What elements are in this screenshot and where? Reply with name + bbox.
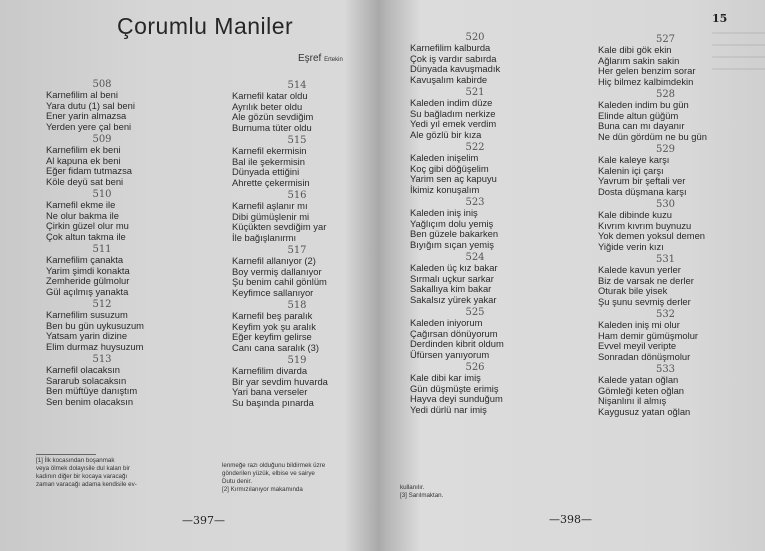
- verse-line: Canı cana saralık (3): [232, 341, 320, 353]
- verse-line: Bir yar sevdim huvarda: [232, 375, 328, 387]
- footnote-block-2: [222, 462, 325, 494]
- poem-column-3: [410, 30, 540, 415]
- stanza-number: 517: [287, 245, 307, 256]
- verse-line: Çok iş vardır sabırda: [410, 52, 497, 64]
- footnote-block-3: [400, 484, 443, 500]
- verse-line: Sonradan dönüşmolur: [598, 350, 691, 362]
- stanza-number: 528: [655, 89, 676, 100]
- footnote-line: [1] İlk kocasından boşanmak: [36, 457, 115, 464]
- verse-line: Karnefil beş paralık: [232, 310, 313, 321]
- stanza-number: 520: [465, 32, 485, 43]
- verse-line: Eğer keyfim gelirse: [232, 331, 312, 342]
- page-number: —397—: [182, 514, 225, 527]
- verse-line: Gün düşmüşte erimiş: [410, 382, 499, 394]
- verse-line: Gül açılmış yanakta: [46, 285, 129, 297]
- verse-line: Su başında pınarda: [232, 396, 314, 408]
- verse-line: İle bağışlanırmı: [232, 231, 297, 243]
- stanza-number: 516: [287, 190, 307, 201]
- stanza-number: 514: [287, 80, 307, 91]
- verse-line: Yatsam yarin dizine: [46, 330, 128, 341]
- verse-line: Yedi dürlü nar imiş: [410, 403, 487, 415]
- stanza-number: 511: [92, 244, 112, 255]
- verse-line: Karnefil katar oldu: [232, 90, 308, 101]
- mani-stanza: [232, 190, 362, 243]
- verse-line: Kaleden indim bu gün: [598, 99, 689, 110]
- verse-line: Karnefilim divarda: [232, 365, 308, 376]
- verse-line: Ben güzele bakarken: [410, 228, 499, 239]
- mani-stanza: [232, 135, 362, 188]
- stanza-number: 525: [465, 307, 485, 318]
- bleed-through-shadow: [712, 30, 765, 70]
- footnote-line: Dutu denir.: [222, 478, 252, 485]
- mani-stanza: [598, 89, 733, 142]
- verse-line: Kaleden üç kız bakar: [410, 262, 498, 273]
- stanza-number: 513: [92, 354, 112, 365]
- footnote-line: [3] Sarılmaktan.: [400, 492, 444, 499]
- verse-line: Ne olur bakma ile: [46, 209, 119, 221]
- verse-line: Karnefilim çanakta: [46, 254, 124, 265]
- verse-line: Üfürsen yanıyorum: [410, 348, 490, 360]
- verse-line: Ahrette çekermisin: [232, 176, 310, 188]
- stanza-number: 509: [92, 134, 112, 145]
- mani-stanza: [598, 144, 733, 197]
- verse-line: Elim durmaz huysuzum: [46, 340, 144, 352]
- verse-line: Al kapuna ek beni: [46, 154, 121, 166]
- verse-line: Kaleden iniş mi olur: [598, 319, 680, 330]
- verse-line: Ben müftüye danıştım: [46, 385, 138, 396]
- mani-stanza: [46, 244, 158, 297]
- verse-line: Kalede yatan oğlan: [598, 374, 679, 385]
- verse-line: Biz de varsak ne derler: [598, 274, 694, 286]
- stanza-number: 527: [655, 34, 676, 45]
- verse-line: Kale dibi kar imiş: [410, 372, 481, 383]
- footnote-line: [2] Kırmızılanıyor makamında: [222, 486, 303, 493]
- stanza-number: 521: [465, 87, 485, 98]
- poem-column-2: [232, 78, 362, 408]
- stanza-number: 523: [465, 197, 485, 208]
- mani-stanza: [598, 309, 733, 362]
- verse-line: Oturak bile yisek: [598, 285, 668, 296]
- verse-line: Ben bu gün uykusuzum: [46, 319, 144, 331]
- verse-line: Dosta düşmana karşı: [598, 185, 687, 197]
- mani-stanza: [410, 32, 540, 85]
- stanza-number: 530: [655, 199, 676, 210]
- verse-line: Yağlıçım dolu yemiş: [410, 217, 494, 229]
- verse-line: Küçükten sevdiğim yar: [232, 221, 327, 232]
- verse-line: Dünyada kavuşmadık: [410, 63, 501, 74]
- verse-line: Derdinden kibrit oldum: [410, 338, 504, 349]
- verse-line: Karnefil ekme ile: [46, 199, 116, 210]
- poem-column-4: [598, 32, 733, 417]
- verse-line: Karnefil allanıyor (2): [232, 255, 316, 266]
- verse-line: Şu benim cahil gönlüm: [232, 276, 327, 287]
- verse-line: Çağırsan dönüyorum: [410, 327, 498, 339]
- right-page: [384, 0, 765, 551]
- verse-line: Eğer fidam tutmazsa: [46, 165, 132, 176]
- verse-line: Dibi gümüşlenir mi: [232, 210, 310, 222]
- verse-line: Kaleden indim düze: [410, 97, 493, 108]
- verse-line: Yiğide verin kızı: [598, 240, 664, 252]
- mani-stanza: [410, 87, 540, 140]
- mani-stanza: [46, 134, 158, 187]
- mani-stanza: [46, 299, 158, 352]
- stanza-number: 531: [655, 254, 676, 265]
- left-page: [0, 0, 378, 551]
- verse-line: Yerden yere çal beni: [46, 120, 132, 132]
- footnote-block-1: [36, 454, 137, 489]
- mani-stanza: [232, 80, 362, 133]
- verse-line: Sen benim olacaksın: [46, 395, 134, 407]
- verse-line: Karnefilim kalburda: [410, 42, 491, 53]
- verse-line: Kavuşalım kabirde: [410, 73, 488, 85]
- stanza-number: 532: [655, 309, 676, 320]
- page-number: —398—: [549, 513, 592, 526]
- verse-line: Kale dibi gök ekin: [598, 44, 672, 55]
- mani-stanza: [598, 364, 733, 417]
- verse-line: Her gelen benzim sorar: [598, 65, 696, 76]
- mani-stanza: [410, 252, 540, 305]
- mani-stanza: [410, 142, 540, 195]
- verse-line: Buna can mı dayanır: [598, 120, 685, 131]
- verse-line: Karnefil aşlanır mı: [232, 200, 308, 211]
- verse-line: Keyfimce sallanıyor: [232, 286, 314, 298]
- verse-line: Şu şunu sevmiş derler: [598, 295, 691, 307]
- verse-line: Karnefil ekermisin: [232, 145, 307, 156]
- verse-line: Sararub solacaksın: [46, 374, 127, 386]
- verse-line: Keyfim yok şu aralık: [232, 320, 316, 332]
- mani-stanza: [232, 355, 362, 408]
- footnote-line: zaman varacağı adama kendisile ev-: [36, 481, 137, 488]
- verse-line: Koç gibi döğüşelim: [410, 162, 489, 174]
- verse-line: Su bağladım nerkize: [410, 107, 496, 119]
- verse-line: Ener yarin almazsa: [46, 110, 127, 121]
- stanza-number: 522: [465, 142, 485, 153]
- verse-line: Yok demen yoksul demen: [598, 230, 706, 241]
- mani-stanza: [598, 254, 733, 307]
- mani-stanza: [46, 354, 158, 407]
- verse-line: Burnuma tüter oldu: [232, 121, 312, 133]
- footnote-line: veya ölmek dolayısile dul kalan bir: [36, 465, 130, 472]
- verse-line: Ağlarım sakin sakin: [598, 54, 680, 66]
- verse-line: Yara dutu (1) sal beni: [46, 99, 135, 111]
- verse-line: Evvel meyil veripte: [598, 340, 677, 351]
- verse-line: Yavrum bir şeftali ver: [598, 175, 686, 186]
- verse-line: Karnefilim al beni: [46, 89, 118, 100]
- stanza-number: 515: [287, 135, 307, 146]
- stanza-number: 526: [465, 362, 485, 373]
- verse-line: Yarim sen aç kapuyu: [410, 173, 497, 184]
- mani-stanza: [410, 307, 540, 360]
- verse-line: Karnefilim ek beni: [46, 144, 121, 155]
- verse-line: Kaleden iniş iniş: [410, 207, 478, 218]
- poem-column-1: [46, 77, 158, 407]
- mani-stanza: [410, 197, 540, 250]
- verse-line: Kalenin içi çarşı: [598, 164, 664, 176]
- footnote-rule: [36, 454, 96, 455]
- verse-line: Çok altun takma ile: [46, 230, 126, 242]
- verse-line: Hayva deyi sunduğum: [410, 393, 503, 404]
- verse-line: Ale gözlü bir kıza: [410, 128, 482, 140]
- verse-line: Yari bana verseler: [232, 386, 308, 397]
- verse-line: Karnefilim susuzum: [46, 309, 128, 320]
- verse-line: Ham demir gümüşmolur: [598, 329, 699, 341]
- verse-line: Gömleği keten oğlan: [598, 384, 684, 396]
- verse-line: Dünyada ettiğini: [232, 166, 300, 177]
- verse-line: Yarim şimdi konakta: [46, 264, 130, 276]
- verse-line: Sırmalı uçkur sarkar: [410, 272, 494, 284]
- verse-line: Sakalsız yürek yakar: [410, 293, 497, 305]
- verse-line: Kalede kavun yerler: [598, 264, 681, 275]
- corner-number: 15: [712, 12, 728, 25]
- stanza-number: 510: [92, 189, 112, 200]
- verse-line: Zemheride gülmolur: [46, 275, 130, 286]
- author-name: Eşref Ertekin: [298, 53, 343, 64]
- verse-line: Kale dibinde kuzu: [598, 209, 673, 220]
- verse-line: Çirkin güzel olur mu: [46, 220, 129, 231]
- stanza-number: 519: [287, 355, 307, 366]
- verse-line: Hiç bilmez kalbimdekin: [598, 75, 694, 87]
- mani-stanza: [46, 189, 158, 242]
- mani-stanza: [46, 79, 158, 132]
- mani-stanza: [598, 199, 733, 252]
- stanza-number: 518: [287, 300, 307, 311]
- verse-line: Ale gözün sevdiğim: [232, 111, 314, 122]
- verse-line: Yedi yıl emek verdim: [410, 118, 497, 129]
- verse-line: Köle deyü sat beni: [46, 175, 124, 187]
- verse-line: Kaleden iniyorum: [410, 317, 483, 328]
- verse-line: Karnefil olacaksın: [46, 364, 120, 375]
- verse-line: Bıyığım sıçan yemiş: [410, 238, 494, 250]
- footnote-line: kadının diğer bir kocaya varacağı: [36, 473, 128, 480]
- page-title: Çorumlu Maniler: [117, 13, 294, 39]
- verse-line: İkimiz konuşalım: [410, 183, 480, 195]
- stanza-number: 508: [92, 79, 112, 90]
- verse-line: Nişanlını il almış: [598, 395, 667, 406]
- stanza-number: 524: [465, 252, 485, 263]
- footnote-line: lenmeğe razı olduğunu bildirmek üzre: [222, 462, 326, 469]
- verse-line: Kıvrım kıvrım buynuzu: [598, 219, 692, 231]
- stanza-number: 529: [655, 144, 676, 155]
- verse-line: Ne dün gördüm ne bu gün: [598, 130, 707, 142]
- mani-stanza: [232, 300, 362, 353]
- stanza-number: 533: [655, 364, 676, 375]
- verse-line: Boy vermiş dallanıyor: [232, 265, 322, 277]
- verse-line: Ayrılık beter oldu: [232, 100, 303, 112]
- verse-line: Kaygusuz yatan oğlan: [598, 405, 691, 417]
- stanza-number: 512: [92, 299, 112, 310]
- verse-line: Bal ile şekermisin: [232, 155, 305, 167]
- mani-stanza: [232, 245, 362, 298]
- mani-stanza: [410, 362, 540, 415]
- verse-line: Kale kaleye karşı: [598, 154, 670, 165]
- verse-line: Elinde altun güğüm: [598, 109, 679, 121]
- footnote-line: kullanılır.: [400, 484, 425, 491]
- verse-line: Sakallıya kim bakar: [410, 283, 492, 294]
- verse-line: Kaleden inişelim: [410, 152, 479, 163]
- footnote-line: gönderilen yüzük, elbise ve sairye: [222, 470, 315, 477]
